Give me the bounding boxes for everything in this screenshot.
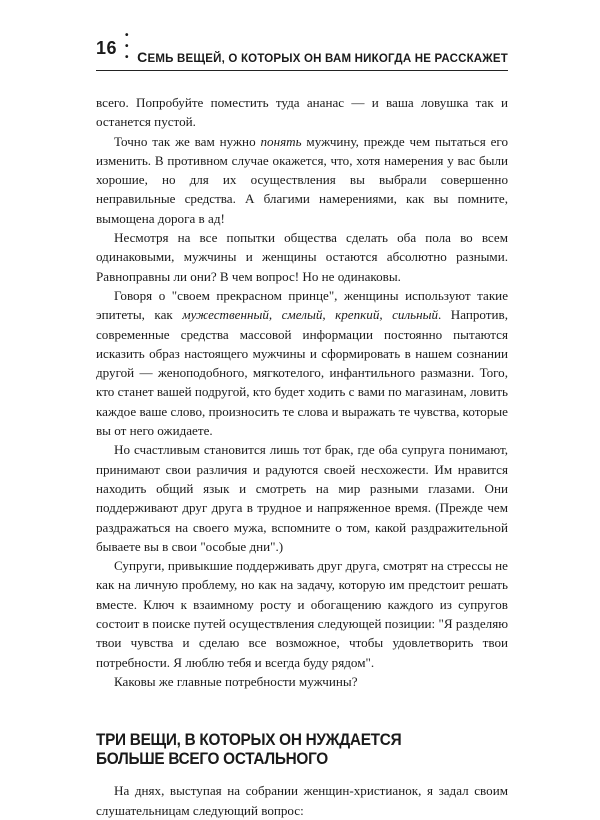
paragraph: На днях, выступая на собрании женщин-христианок, я задал своим слушательницам следующий вопрос: bbox=[96, 783, 508, 818]
text-run: Точно так же вам нужно bbox=[114, 133, 261, 149]
section-heading-line: БОЛЬШЕ ВСЕГО ОСТАЛЬНОГО bbox=[96, 750, 328, 769]
text-run: мужчину, прежде чем пытаться его изменить. В противном случае окажется, что, хотя намерения у вас были хорошие, но для их осуществления вы выбрали совершенно неправильные средства. А благими намерениями, как вы помните, вымощена дорога в ад! bbox=[96, 133, 509, 226]
text-run: . Напротив, современные средства массовой информации постоянно пытаются исказить образ настоящего мужчины и сформировать в нашем сознании другой — женоподобного, мягкотелого, инфантильного размазни. Того, кто станет вашей подругой, кто будет ходить с вами по магазинам, ловить каждое ваше слово, произносить те слова и выражать те чувства, которые вы от него ожидаете. bbox=[96, 307, 508, 439]
paragraph: Несмотря на все попытки общества сделать оба пола во всем одинаковыми, мужчины и женщины остаются абсолютно разными. Равноправны ли они? В чем вопрос! Но не одинаковы. bbox=[96, 230, 508, 284]
paragraph bbox=[96, 132, 508, 228]
book-title: СЕМЬ ВЕЩЕЙ, О КОТОРЫХ ОН ВАМ НИКОГДА НЕ РАССКАЖЕТ bbox=[137, 49, 508, 65]
emphasized-text: мужественный, смелый, крепкий, сильный bbox=[182, 307, 439, 323]
paragraph: Супруги, привыкшие поддерживать друг друга, смотрят на стрессы не как на личную проблему, но как на задачу, которую им предстоит решать вместе. Ключ к взаимному росту и обогащению каждого из супругов состоит в поиске путей осуществления следующей позиции: "Я разделяю твои чувства и сделаю все возможное, чтобы удовлетворить твои потребности. Я люблю тебя и всегда буду рядом". bbox=[96, 558, 508, 670]
book-page bbox=[96, 32, 508, 820]
header-left bbox=[96, 32, 137, 65]
section-heading-line: ТРИ ВЕЩИ, В КОТОРЫХ ОН НУЖДАЕТСЯ bbox=[96, 731, 402, 750]
text-run: Говоря о "своем прекрасном принце", женщины используют такие эпитеты, как bbox=[96, 287, 508, 323]
page-content bbox=[96, 93, 508, 820]
running-header bbox=[96, 32, 508, 71]
emphasized-text: понять bbox=[260, 133, 302, 149]
page-number: 16 bbox=[96, 38, 118, 58]
paragraph: Каковы же главные потребности мужчины? bbox=[114, 673, 358, 689]
section-heading bbox=[96, 731, 510, 769]
paragraph: всего. Попробуйте поместить туда ананас — и ваша ловушка так и останется пустой. bbox=[96, 95, 508, 130]
paragraph bbox=[96, 286, 508, 440]
header-dots: • • • bbox=[125, 30, 132, 63]
paragraph: Но счастливым становится лишь тот брак, где оба супруга понимают, принимают свои различия и радуются своей несхожести. Им нравится находить общий язык и смотреть на мир разными глазами. Они поддерживают друг друга в трудное и напряженное время. (Прежде чем раздражаться на своего мужа, вспомните о том, какой раздражительной бываете вы в свои "особые дни".) bbox=[96, 442, 508, 554]
